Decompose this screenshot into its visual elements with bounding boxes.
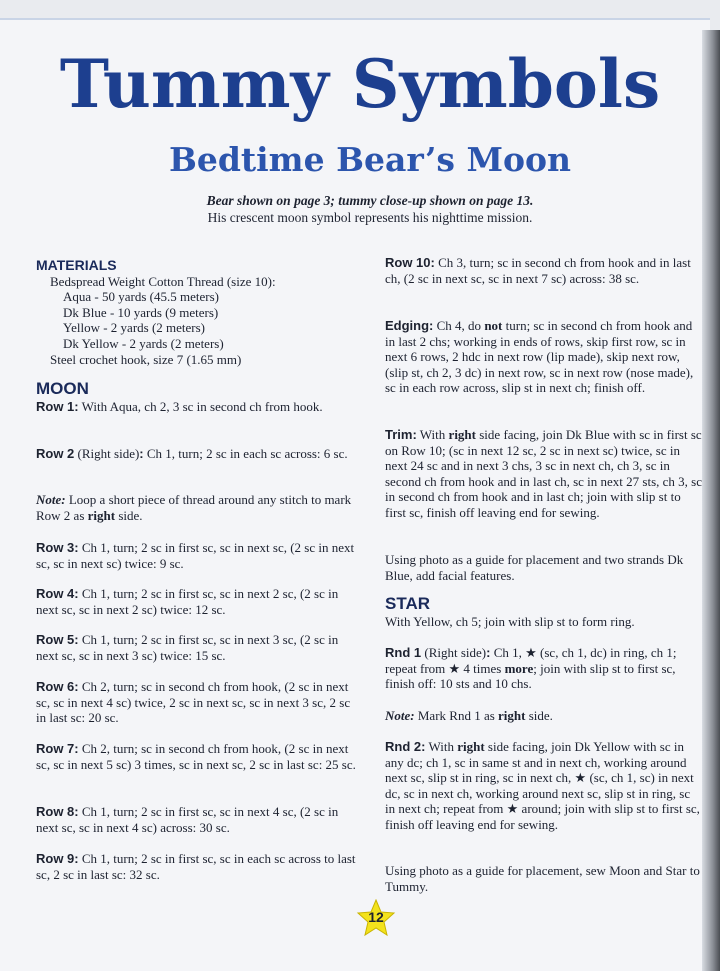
moon-row-4 bbox=[36, 586, 360, 617]
row-label: Row 9: bbox=[36, 851, 79, 866]
intro-text bbox=[0, 192, 720, 226]
moon-trim bbox=[385, 427, 703, 521]
materials-heading: MATERIALS bbox=[36, 257, 117, 273]
row-bold: right bbox=[457, 739, 485, 754]
materials-hook: Steel crochet hook, size 7 (1.65 mm) bbox=[50, 351, 242, 367]
moon-row-6 bbox=[36, 679, 360, 726]
note-text-end: side. bbox=[115, 507, 143, 523]
row-colon: : bbox=[139, 446, 144, 461]
row-paren: (Right side) bbox=[421, 645, 487, 660]
moon-heading: MOON bbox=[36, 379, 89, 398]
row-bold: not bbox=[484, 318, 503, 333]
note-text: Mark Rnd 1 as bbox=[414, 708, 499, 723]
row-label: Row 8: bbox=[36, 804, 79, 819]
note-bold: right bbox=[498, 708, 526, 723]
row-label: Rnd 1 bbox=[385, 645, 422, 660]
star-intro: With Yellow, ch 5; join with slip st to form ring. bbox=[385, 614, 635, 629]
star-final: Using photo as a guide for placement, sew Moon and Star to Tummy. bbox=[385, 863, 700, 894]
row-colon: : bbox=[486, 645, 491, 660]
row-text-end: ; join with slip st to first sc, finish off: 10 sts and 10 chs. bbox=[385, 660, 676, 692]
row-label: Rnd 2: bbox=[385, 739, 426, 754]
note-label: Note: bbox=[36, 492, 66, 507]
row-label: Row 10: bbox=[385, 255, 435, 270]
page-title: Tummy Symbols bbox=[59, 45, 661, 123]
star-heading: STAR bbox=[385, 594, 431, 613]
note-text: Loop a short piece of thread around any stitch to mark Row 2 as bbox=[36, 492, 352, 523]
row-text-end: turn; sc in second ch from hook and in last 2 chs; working in ends of rows, skip first row, sc in next 6 rows, 2 hdc in next row (lip made), skip next row, (slip st, ch 2, 3 dc) in next row, sc in next row (nose made), sc in each row across, slip st in next ch; finish off. bbox=[385, 318, 694, 396]
row-label: Row 3: bbox=[36, 540, 79, 555]
row-text: Ch 1, turn; 2 sc in first sc, sc in next 4 sc, (2 sc in next sc, sc in next 4 sc) across: 30 sc. bbox=[36, 804, 339, 835]
row-text: Ch 1, turn; 2 sc in first sc, sc in next 2 sc, (2 sc in next sc, sc in next 2 sc) twice: 12 sc. bbox=[36, 586, 339, 617]
row-text: With bbox=[425, 739, 458, 754]
moon-row-3 bbox=[36, 540, 360, 571]
intro-line-2: His crescent moon symbol represents his nighttime mission. bbox=[207, 210, 533, 225]
material-color-item: Aqua - 50 yards (45.5 meters) bbox=[63, 289, 219, 305]
moon-row-2 bbox=[36, 446, 360, 462]
row-bold: right bbox=[448, 427, 476, 442]
row-paren: (Right side) bbox=[74, 446, 140, 461]
row-text: Ch 2, turn; sc in second ch from hook, (2 sc in next sc, sc in next 5 sc) 3 times, sc in next sc, 2 sc in last sc: 25 sc. bbox=[36, 741, 356, 772]
row-bold: more bbox=[504, 660, 534, 676]
moon-row-8 bbox=[36, 804, 360, 835]
material-color-item: Yellow - 2 yards (2 meters) bbox=[63, 320, 206, 336]
moon-row-5 bbox=[36, 632, 360, 663]
row-text: Ch 3, turn; sc in second ch from hook and in last ch, (2 sc in next sc, sc in next 7 sc) across: 38 sc. bbox=[385, 255, 691, 286]
row-text: Ch 1, turn; 2 sc in each sc across: 6 sc. bbox=[143, 446, 348, 461]
row-label: Trim: bbox=[385, 427, 417, 442]
row-text: Ch 1, turn; 2 sc in first sc, sc in next sc, (2 sc in next sc, sc in next sc) twice: 9 sc. bbox=[36, 540, 355, 571]
row-text: Ch 1, turn; 2 sc in first sc, sc in next 3 sc, (2 sc in next sc, sc in next 3 sc) twice: 15 sc. bbox=[36, 632, 339, 663]
row-text: Ch 1, ★ (sc, ch 1, dc) in ring, ch 1; repeat from ★ 4 times bbox=[385, 645, 677, 676]
row-text: Ch 1, turn; 2 sc in first sc, sc in each sc across to last sc, 2 sc in last sc: 32 sc. bbox=[36, 851, 356, 882]
row-label: Row 2 bbox=[36, 446, 75, 461]
moon-row-10 bbox=[385, 255, 703, 286]
star-note bbox=[385, 708, 703, 724]
row-text-end: side facing, join Dk Yellow with sc in any dc; ch 1, sc in same st and in next ch, working around next sc, slip st in ring, sc in next ch, ★ (sc, ch 1, sc) in next dc, sc in next ch, working around next sc, slip st in ring, sc in next ch; repeat from ★ around; join with slip st to first sc, finish off leaving end for sewing. bbox=[385, 739, 700, 832]
row-text: With bbox=[416, 427, 449, 442]
moon-row-1 bbox=[36, 399, 360, 415]
row-label: Row 7: bbox=[36, 741, 79, 756]
moon-row-7 bbox=[36, 741, 360, 772]
row-label: Row 6: bbox=[36, 679, 79, 694]
material-color-item: Dk Yellow - 2 yards (2 meters) bbox=[63, 335, 224, 351]
material-color-item: Dk Blue - 10 yards (9 meters) bbox=[63, 304, 219, 320]
star-rnd-2 bbox=[385, 739, 703, 833]
row-label: Edging: bbox=[385, 318, 434, 333]
top-rule bbox=[0, 18, 710, 20]
row-text-end: side facing, join Dk Blue with sc in first sc on Row 10; (sc in next 12 sc, 2 sc in next sc) twice, sc in next 24 sc and in next 3 chs, 3 sc in next ch, ch 3, sc in second ch from hook and in last ch, sc in next 27 sts, ch 3, sc in second ch from hook and in last ch; join with slip st to first sc, finish off leaving end for sewing. bbox=[385, 427, 702, 520]
row-text: Ch 2, turn; sc in second ch from hook, (2 sc in next sc, sc in next 4 sc) twice, 2 sc in next sc, sc in next 3 sc, 2 sc in last sc: 20 sc. bbox=[36, 679, 351, 726]
note-text-end: side. bbox=[525, 708, 553, 723]
star-rnd-1 bbox=[385, 645, 703, 692]
row-text: Ch 4, do bbox=[433, 318, 485, 333]
row-label: Row 4: bbox=[36, 586, 79, 601]
row-label: Row 5: bbox=[36, 632, 79, 647]
page-number: 12 bbox=[368, 909, 384, 925]
materials-thread: Bedspread Weight Cotton Thread (size 10): bbox=[50, 273, 276, 289]
moon-row-9 bbox=[36, 851, 360, 882]
pattern-subtitle: Bedtime Bear’s Moon bbox=[168, 140, 572, 179]
materials-section bbox=[36, 258, 360, 367]
row-text: With Aqua, ch 2, 3 sc in second ch from hook. bbox=[78, 399, 323, 414]
note-label: Note: bbox=[385, 708, 415, 723]
intro-line-1: Bear shown on page 3; tummy close-up shown on page 13. bbox=[206, 193, 534, 208]
moon-features: Using photo as a guide for placement and two strands Dk Blue, add facial features. bbox=[385, 552, 684, 583]
moon-edging bbox=[385, 318, 703, 396]
moon-note bbox=[36, 492, 360, 523]
row-label: Row 1: bbox=[36, 399, 79, 414]
note-bold: right bbox=[87, 507, 116, 523]
